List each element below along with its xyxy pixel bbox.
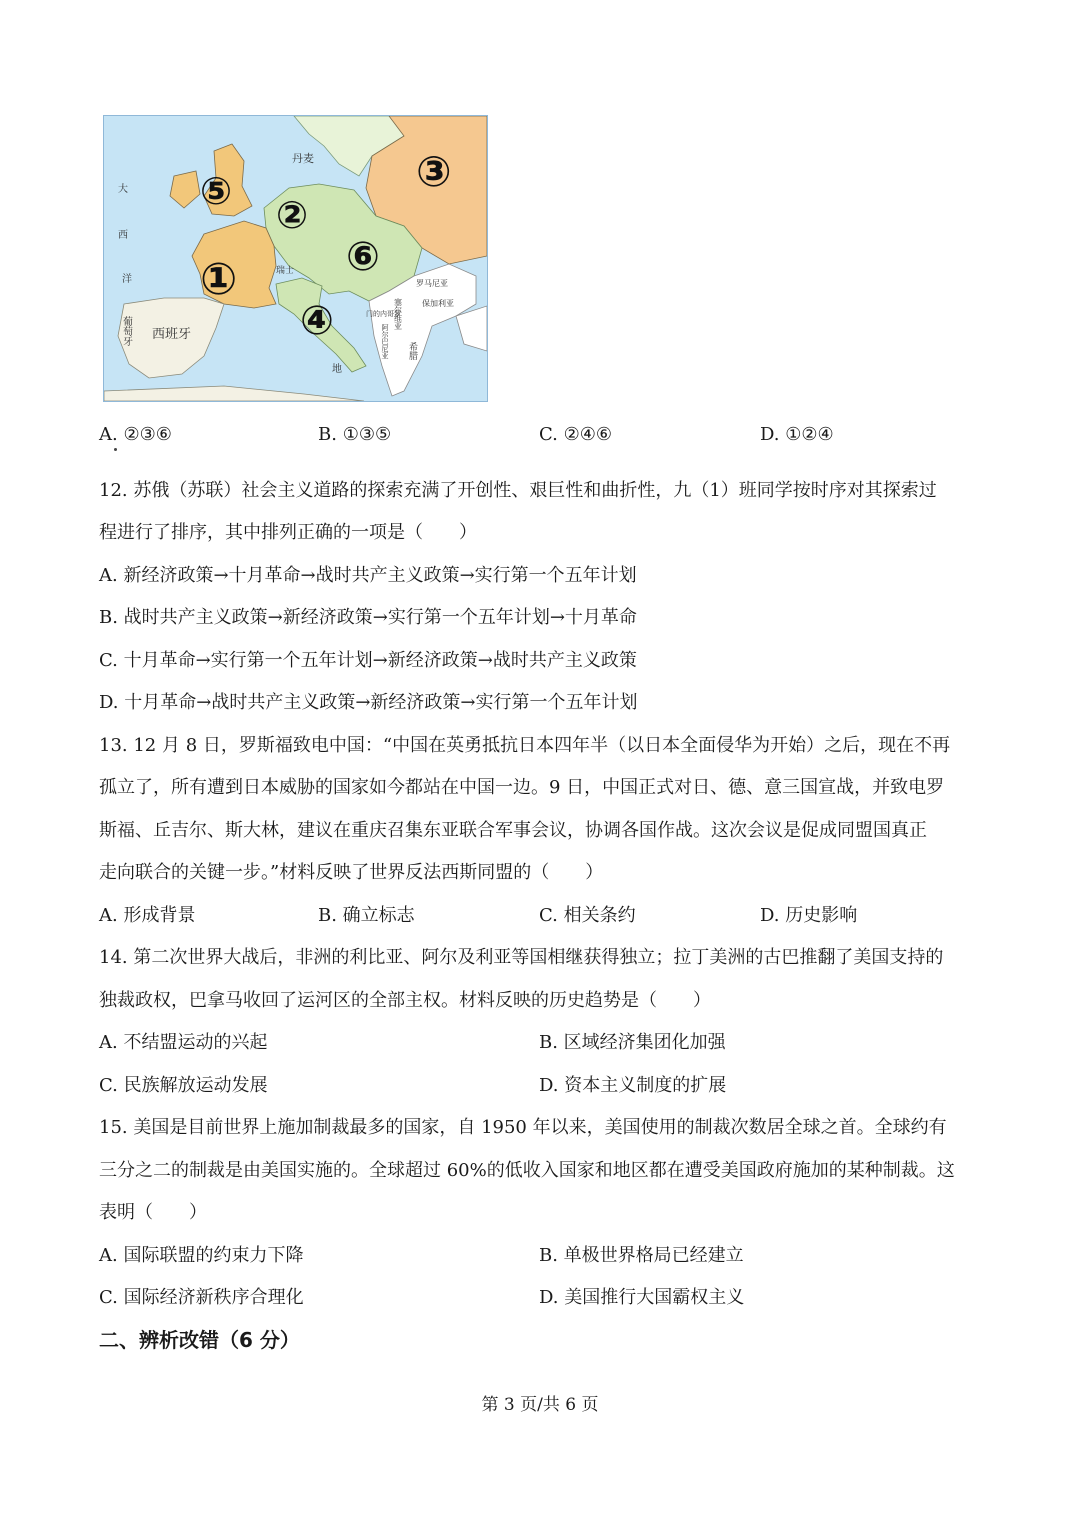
map-marker-1: ①: [200, 254, 238, 305]
q15-option-b: B. 单极世界格局已经建立: [539, 1245, 744, 1266]
label-montenegro: 门的内哥罗: [366, 310, 401, 318]
q12-stem-line-1: 12. 苏俄（苏联）社会主义道路的探索充满了开创性、艰巨性和曲折性，九（1）班同学按时序对其探索过: [99, 480, 937, 501]
map-marker-4: ④: [300, 298, 334, 344]
q12-option-a: A. 新经济政策→十月革命→战时共产主义政策→实行第一个五年计划: [99, 565, 637, 586]
europe-map: [103, 115, 488, 402]
q11-option-d: [760, 422, 834, 448]
label-greece: 希腊: [407, 342, 417, 360]
label-atlantic-2: 西: [118, 230, 128, 241]
q15-stem-line-1: 15. 美国是目前世界上施加制裁最多的国家，自 1950 年以来，美国使用的制裁次数居全球之首。全球约有: [99, 1117, 947, 1138]
q13-option-c: C. 相关条约: [539, 905, 636, 926]
q11-option-d-text: ①②④: [785, 424, 834, 445]
q14-option-d: D. 资本主义制度的扩展: [539, 1075, 727, 1096]
q11-option-b-text: ①③⑤: [342, 424, 392, 445]
q11-option-c-text: ②④⑥: [563, 424, 613, 445]
q14-option-a: A. 不结盟运动的兴起: [99, 1032, 268, 1053]
q13-option-b: B. 确立标志: [318, 905, 415, 926]
label-mediterranean: 地: [332, 364, 342, 375]
map-marker-6: ⑥: [346, 234, 380, 280]
q11-option-a-text: ②③⑥: [123, 424, 172, 445]
label-atlantic-3: 洋: [122, 274, 132, 285]
map-marker-3: ③: [416, 147, 452, 196]
q12-option-b: B. 战时共产主义政策→新经济政策→实行第一个五年计划→十月革命: [99, 607, 637, 628]
q14-stem-line-2: 独裁政权，巴拿马收回了运河区的全部主权。材料反映的历史趋势是（ ）: [99, 990, 711, 1011]
label-bulgaria: 保加利亚: [422, 299, 454, 308]
q11-option-c-letter: C.: [539, 424, 558, 445]
page-footer: 第 3 页/共 6 页: [481, 1395, 599, 1415]
q13-stem-line-4: 走向联合的关键一步。”材料反映了世界反法西斯同盟的（ ）: [99, 862, 604, 883]
q14-stem-line-1: 14. 第二次世界大战后，非洲的利比亚、阿尔及利亚等国相继获得独立；拉丁美洲的古巴推翻了美国支持的: [99, 947, 944, 968]
q11-option-b-letter: B.: [318, 424, 337, 445]
label-switzerland: 瑞士: [276, 266, 295, 276]
label-denmark: 丹麦: [292, 152, 314, 165]
map-marker-2: ②: [276, 193, 309, 237]
label-serbia: 塞尔维亚: [393, 298, 403, 330]
map-marker-5: ⑤: [200, 169, 233, 213]
q15-stem-line-3: 表明（ ）: [99, 1202, 207, 1223]
q14-option-c: C. 民族解放运动发展: [99, 1075, 268, 1096]
label-spain: 西班牙: [152, 327, 192, 342]
q13-option-a: A. 形成背景: [99, 905, 196, 926]
q12-stem-line-2: 程进行了排序，其中排列正确的一项是（ ）: [99, 522, 477, 543]
label-albania: 阿尔巴尼亚: [381, 324, 389, 359]
q13-stem-line-1: 13. 12 月 8 日，罗斯福致电中国：“中国在英勇抵抗日本四年半（以日本全面侵华为开始）之后，现在不再: [99, 735, 951, 756]
q11-option-c: [539, 422, 612, 448]
q15-option-a: A. 国际联盟的约束力下降: [99, 1245, 304, 1266]
label-atlantic-1: 大: [118, 184, 128, 195]
q13-option-d: D. 历史影响: [760, 905, 858, 926]
q15-option-c: C. 国际经济新秩序合理化: [99, 1287, 304, 1308]
q11-option-a-letter: A.: [99, 424, 118, 445]
label-portugal: 葡萄牙: [120, 316, 132, 346]
q12-option-c: C. 十月革命→实行第一个五年计划→新经济政策→战时共产主义政策: [99, 650, 637, 671]
q15-stem-line-2: 三分之二的制裁是由美国实施的。全球超过 60%的低收入国家和地区都在遭受美国政府施加的某种制裁。这: [99, 1160, 955, 1181]
stray-dot: [114, 448, 117, 451]
q12-option-d: D. 十月革命→战时共产主义政策→新经济政策→实行第一个五年计划: [99, 692, 638, 713]
europe-map-svg: [104, 116, 487, 401]
q13-stem-line-3: 斯福、丘吉尔、斯大林，建议在重庆召集东亚联合军事会议，协调各国作战。这次会议是促成同盟国真正: [99, 820, 927, 841]
q15-option-d: D. 美国推行大国霸权主义: [539, 1287, 745, 1308]
label-romania: 罗马尼亚: [416, 279, 448, 288]
q11-option-b: [318, 422, 391, 448]
q14-option-b: B. 区域经济集团化加强: [539, 1032, 726, 1053]
q13-stem-line-2: 孤立了，所有遭到日本威胁的国家如今都站在中国一边。9 日，中国正式对日、德、意三国宣战，并致电罗: [99, 777, 945, 798]
q11-option-a: [99, 422, 172, 448]
section-2-heading: 二、辨析改错（6 分）: [99, 1328, 300, 1352]
q11-option-d-letter: D.: [760, 424, 780, 445]
